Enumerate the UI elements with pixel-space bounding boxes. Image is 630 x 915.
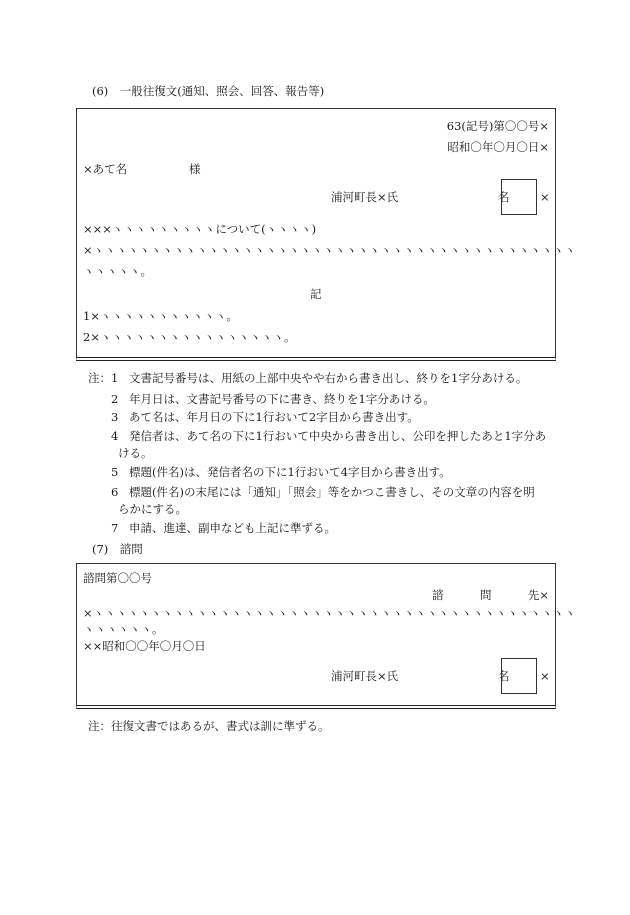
note-6-number: 6 <box>111 485 119 499</box>
note-1-text: 文書記号番号は、用紙の上部中央やや右から書き出し、終りを1字分あける。 <box>129 371 528 385</box>
note-4-text: 発信者は、あて名の下に1行おいて中央から書き出し、公印を押したあと1字分あ <box>129 429 547 443</box>
inquiry-seal-suffix: × <box>540 669 550 683</box>
note-5-text: 標題(件名)は、発信者名の下に1行おいて4字目から書き出す。 <box>129 465 451 479</box>
item-2: 2×ヽヽヽヽヽヽヽヽヽヽヽヽヽヽヽヽ。 <box>83 330 296 344</box>
note-5-number: 5 <box>111 465 119 479</box>
notes-label: 注： <box>88 371 111 385</box>
item-1: 1×ヽヽヽヽヽヽヽヽヽヽヽ。 <box>83 309 238 323</box>
general-correspondence-form <box>76 108 576 361</box>
note-7-text: 申請、進達、副申なども上記に準ずる。 <box>129 521 336 535</box>
note-7-number: 7 <box>111 521 119 535</box>
inquiry-sender-name: 浦河町長×氏 <box>331 669 399 683</box>
note-6-continuation: らかにする。 <box>118 502 187 516</box>
note-3-text: あて名は、年月日の下に1行おいて2字目から書き出す。 <box>129 410 419 424</box>
note-4-number: 4 <box>111 429 119 443</box>
inquiry-body-line-2: ヽヽヽヽヽヽ。 <box>83 622 164 636</box>
inquiry-official-seal-box <box>501 658 537 694</box>
note-3-number: 3 <box>111 410 119 424</box>
inquiry-number: 諮問第〇〇号 <box>83 571 152 585</box>
addressee: ×あて名 <box>83 162 128 176</box>
inquiry-seal-name-char: 名 <box>498 669 510 683</box>
seal-suffix: × <box>540 190 550 204</box>
inquiry-label-mon: 問 <box>480 588 492 602</box>
section-7-note: 注：往復文書ではあるが、書式は訓に準ずる。 <box>88 719 330 733</box>
note-1-number: 1 <box>111 371 119 385</box>
inquiry-date: ××昭和〇〇年〇月〇日 <box>83 639 206 653</box>
subject-line: ×××ヽヽヽヽヽヽヽヽヽについて(ヽヽヽヽ) <box>83 222 317 236</box>
document-number: 63(記号)第〇〇号× <box>446 119 549 133</box>
inquiry-label-shi: 諮 <box>432 588 444 602</box>
note-2-text: 年月日は、文書記号番号の下に書き、終りを1字分あける。 <box>129 392 435 406</box>
inquiry-recipient: 先× <box>527 588 549 602</box>
section-6-heading: (6) 一般往復文(通知、照会、回答、報告等) <box>92 84 325 98</box>
ki-heading: 記 <box>310 287 322 301</box>
sender-name: 浦河町長×氏 <box>331 190 399 204</box>
honorific: 様 <box>189 162 201 176</box>
note-4-continuation: ける。 <box>118 446 153 460</box>
inquiry-form <box>76 563 576 709</box>
document-date: 昭和〇年〇月〇日× <box>447 140 549 154</box>
body-line-2: ヽヽヽヽヽ。 <box>83 264 152 278</box>
seal-name-char: 名 <box>498 190 510 204</box>
official-seal-box <box>501 179 537 215</box>
note-2-number: 2 <box>111 392 119 406</box>
body-line-1: ×ヽヽヽヽヽヽヽヽヽヽヽヽヽヽヽヽヽヽヽヽヽヽヽヽヽヽヽヽヽヽヽヽヽヽヽヽヽヽヽヽヽヽ <box>83 243 576 257</box>
inquiry-body-line-1: ×ヽヽヽヽヽヽヽヽヽヽヽヽヽヽヽヽヽヽヽヽヽヽヽヽヽヽヽヽヽヽヽヽヽヽヽヽヽヽヽヽヽヽ <box>83 606 576 620</box>
section-7-heading: (7) 諮問 <box>92 542 143 556</box>
note-6-text: 標題(件名)の末尾には「通知」「照会」等をかつこ書きし、その文章の内容を明 <box>129 485 535 499</box>
